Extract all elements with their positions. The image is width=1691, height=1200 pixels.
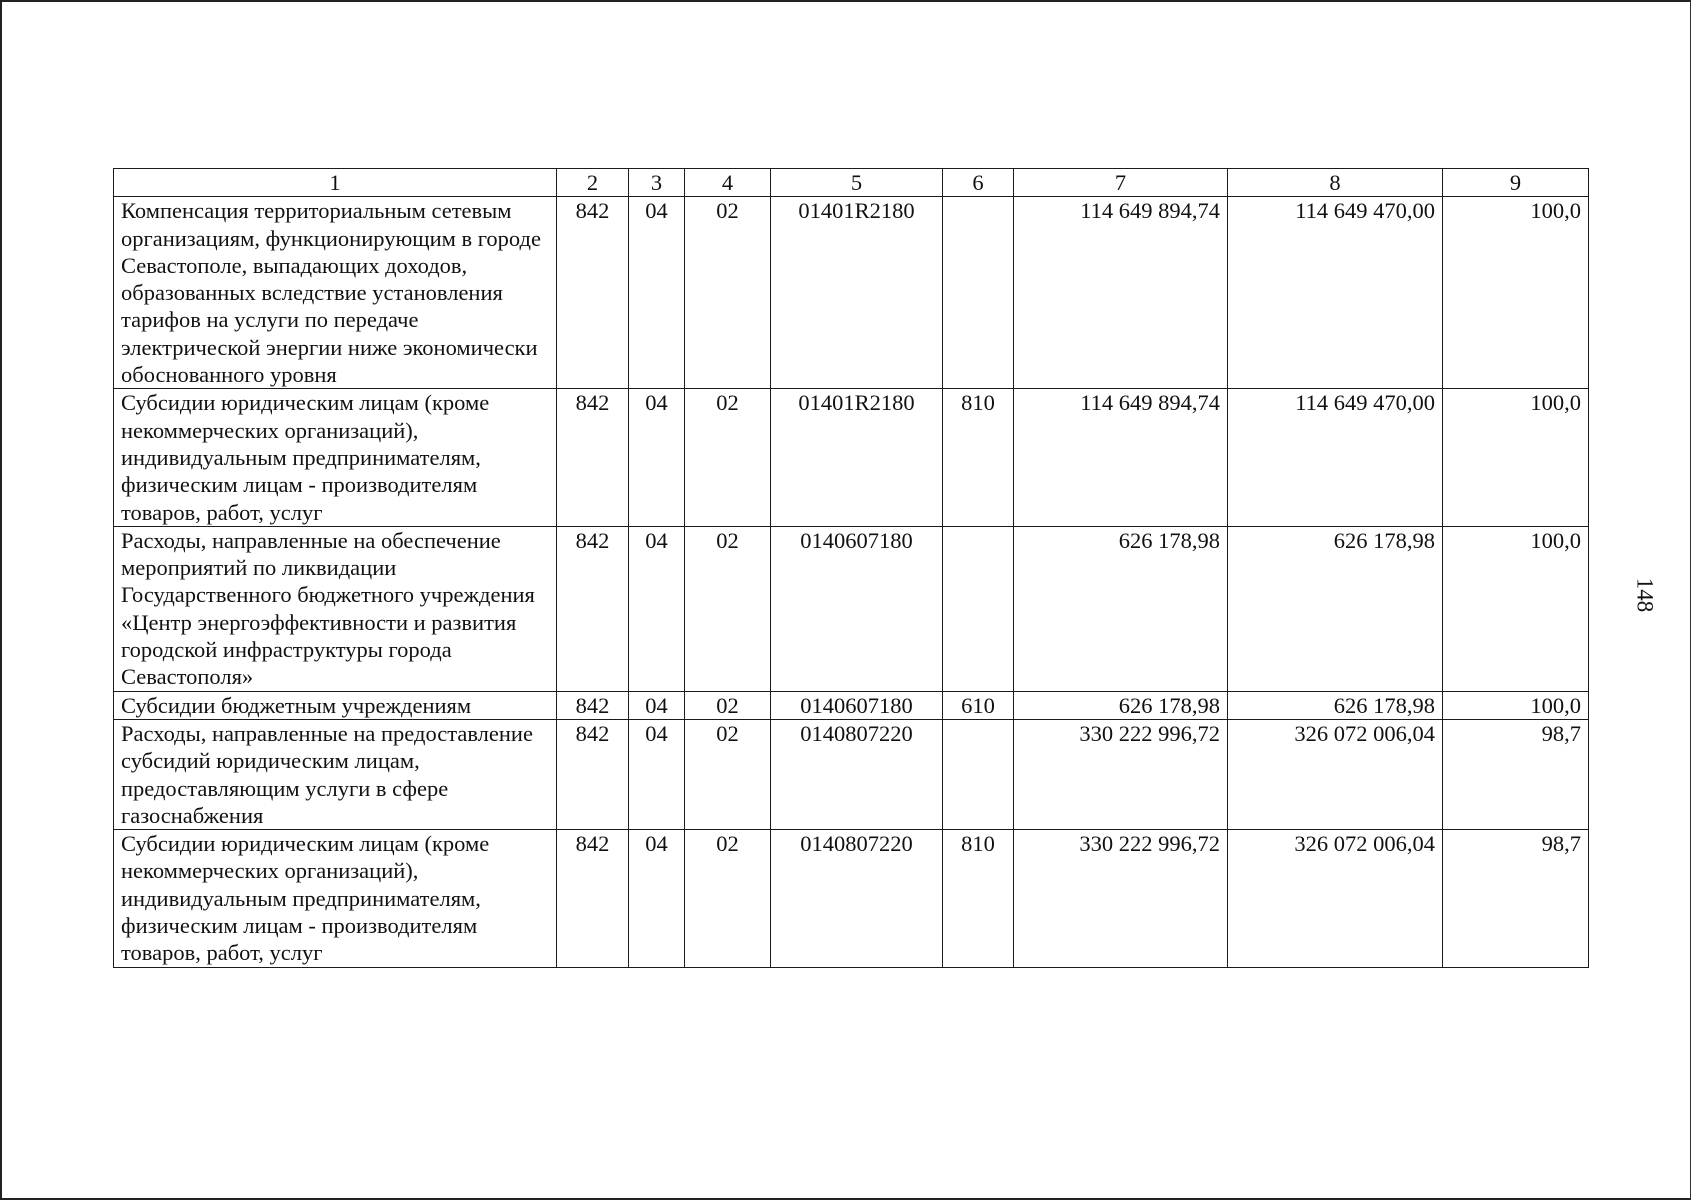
- section-code: 04: [629, 830, 685, 967]
- plan-amount: 330 222 996,72: [1014, 719, 1228, 829]
- subsection-code: 02: [685, 197, 771, 389]
- column-number: 8: [1228, 169, 1443, 197]
- expense-type-code: 610: [943, 691, 1014, 719]
- execution-percent: 100,0: [1443, 691, 1589, 719]
- expense-type-code: [943, 719, 1014, 829]
- grbs-code: 842: [557, 526, 629, 691]
- column-number: 2: [557, 169, 629, 197]
- plan-amount: 626 178,98: [1014, 526, 1228, 691]
- grbs-code: 842: [557, 719, 629, 829]
- grbs-code: 842: [557, 389, 629, 526]
- expense-type-code: 810: [943, 830, 1014, 967]
- subsection-code: 02: [685, 830, 771, 967]
- table-row: [114, 197, 1589, 389]
- subsection-code: 02: [685, 526, 771, 691]
- subsection-code: 02: [685, 389, 771, 526]
- actual-amount: 114 649 470,00: [1228, 197, 1443, 389]
- execution-percent: 100,0: [1443, 526, 1589, 691]
- expense-name: Расходы, направленные на обеспечение мероприятий по ликвидации Государственного бюджетного учреждения «Центр энергоэффективности и развития городской инфраструктуры города Севастополя»: [114, 526, 557, 691]
- actual-amount: 626 178,98: [1228, 526, 1443, 691]
- table-row: [114, 389, 1589, 526]
- column-number: 5: [771, 169, 943, 197]
- table-row: [114, 526, 1589, 691]
- column-number: 7: [1014, 169, 1228, 197]
- target-article-code: 01401R2180: [771, 197, 943, 389]
- expense-name: Расходы, направленные на предоставление субсидий юридическим лицам, предоставляющим услуги в сфере газоснабжения: [114, 719, 557, 829]
- section-code: 04: [629, 719, 685, 829]
- table-row: [114, 830, 1589, 967]
- section-code: 04: [629, 197, 685, 389]
- column-number: 9: [1443, 169, 1589, 197]
- section-code: 04: [629, 389, 685, 526]
- table-row: [114, 691, 1589, 719]
- column-number: 1: [114, 169, 557, 197]
- grbs-code: 842: [557, 197, 629, 389]
- page-number: 148: [1632, 577, 1658, 613]
- subsection-code: 02: [685, 719, 771, 829]
- plan-amount: 330 222 996,72: [1014, 830, 1228, 967]
- column-number: 4: [685, 169, 771, 197]
- column-number: 6: [943, 169, 1014, 197]
- execution-percent: 98,7: [1443, 830, 1589, 967]
- table-row: [114, 719, 1589, 829]
- target-article-code: 0140807220: [771, 830, 943, 967]
- plan-amount: 114 649 894,74: [1014, 389, 1228, 526]
- target-article-code: 0140607180: [771, 526, 943, 691]
- grbs-code: 842: [557, 691, 629, 719]
- expense-name: Субсидии юридическим лицам (кроме некоммерческих организаций), индивидуальным предпринимателям, физическим лицам - производителям товаров, работ, услуг: [114, 389, 557, 526]
- target-article-code: 0140807220: [771, 719, 943, 829]
- execution-percent: 98,7: [1443, 719, 1589, 829]
- grbs-code: 842: [557, 830, 629, 967]
- budget-table: [113, 168, 1589, 968]
- expense-type-code: [943, 526, 1014, 691]
- column-number: 3: [629, 169, 685, 197]
- subsection-code: 02: [685, 691, 771, 719]
- column-number-row: [114, 169, 1589, 197]
- section-code: 04: [629, 526, 685, 691]
- actual-amount: 114 649 470,00: [1228, 389, 1443, 526]
- plan-amount: 114 649 894,74: [1014, 197, 1228, 389]
- target-article-code: 01401R2180: [771, 389, 943, 526]
- expense-name: Компенсация территориальным сетевым организациям, функционирующим в городе Севастополе, выпадающих доходов, образованных вследствие установления тарифов на услуги по передаче электрической энергии ниже экономически обоснованного уровня: [114, 197, 557, 389]
- expense-type-code: 810: [943, 389, 1014, 526]
- target-article-code: 0140607180: [771, 691, 943, 719]
- actual-amount: 326 072 006,04: [1228, 719, 1443, 829]
- execution-percent: 100,0: [1443, 197, 1589, 389]
- section-code: 04: [629, 691, 685, 719]
- expense-name: Субсидии юридическим лицам (кроме некоммерческих организаций), индивидуальным предпринимателям, физическим лицам - производителям товаров, работ, услуг: [114, 830, 557, 967]
- plan-amount: 626 178,98: [1014, 691, 1228, 719]
- execution-percent: 100,0: [1443, 389, 1589, 526]
- actual-amount: 326 072 006,04: [1228, 830, 1443, 967]
- expense-name: Субсидии бюджетным учреждениям: [114, 691, 557, 719]
- actual-amount: 626 178,98: [1228, 691, 1443, 719]
- expense-type-code: [943, 197, 1014, 389]
